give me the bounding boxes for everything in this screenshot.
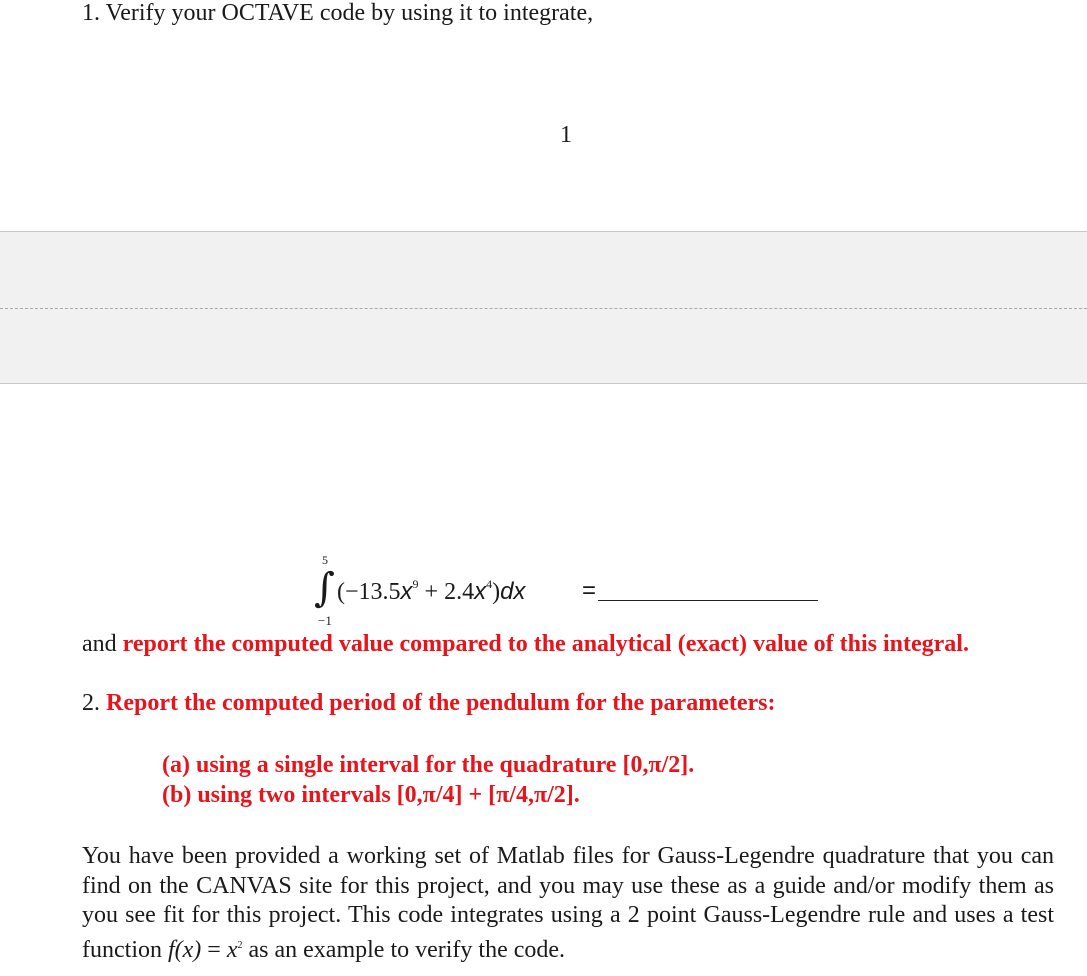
integrand: $(-13.5x^9 + 2.4x^4)dx$ [337,577,526,605]
question-2-heading: 2. Report the computed period of the pendulum for the parameters: [82,690,776,716]
page-number: 1 [560,122,572,148]
integral-lower-limit: −1 [318,613,332,628]
instructions-paragraph: You have been provided a working set of Matlab files for Gauss-Legendre quadrature that you can find on the CANVAS site for this project, and you may use these as a guide and/or modify them as you see fit for this project. This code integrates using a 2 point Gauss-Legendre rule and uses a test function $f(x) = x^2$ as an example to verify the code. [82,843,1054,963]
integral-sign: ∫ [314,565,335,611]
equals-sign: = [582,577,597,604]
page-break [0,231,1087,384]
sub-item-a: (a) using a single interval for the quadrature [0,π/2]. [162,752,695,778]
sub-item-b: (b) using two intervals [0,π/4] + [π/4,π/2]. [162,782,580,808]
integral-equation [314,550,834,630]
page-break-divider [0,308,1087,309]
answer-blank-line [598,600,818,601]
question-1-heading: 1. Verify your OCTAVE code by using it to integrate, [82,0,594,26]
report-instruction: and report the computed value compared to the analytical (exact) value of this integral. [82,631,969,657]
integral-upper-limit: 5 [322,553,328,567]
